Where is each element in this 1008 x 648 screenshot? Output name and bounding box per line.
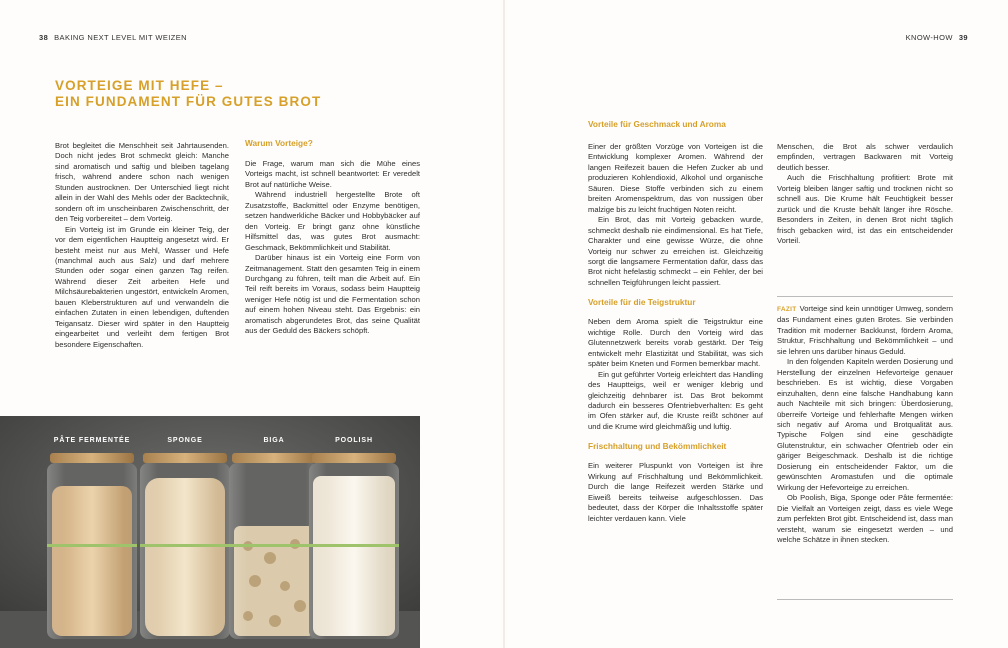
paragraph: Darüber hinaus ist ein Vorteig eine Form von Zeitmanagement. Statt den gesamten Teig in einem Durchgang zu führen, teilt man die Arbeit auf. Ein Teil reift bereits im Voraus, sodass beim Hauptteig weniger Hefe nötig ist und die Fermentation schon auf einem hohen Niveau steht. Das Ergebnis: ein aromatisch abgerundetes Brot, das seine Qualität aus der Geduld des Bäckers schöpft.	[245, 253, 420, 336]
left-column-1	[55, 141, 229, 350]
paragraph: Ein Brot, das mit Vorteig gebacken wurde, schmeckt deshalb nie eindimensional. Es hat Tiefe, Charakter und eine gewisse Würze, die ohne Vorteig nur schwer zu erreichen ist. Gleichzeitig sorgt die langsamere Fermentation dafür, dass das Brot nicht hefelastig schmeckt – ein Fehler, der bei schnellen Teigführungen leicht passiert.	[588, 215, 763, 287]
paragraph: Ob Poolish, Biga, Sponge oder Pâte fermentée: Die Vielfalt an Vorteigen zeigt, dass es viele Wege zum perfekten Brot gibt. Entscheidend ist, dass man versteht, warum sie eingesetzt werden – und welche Schätze in ihnen stecken.	[777, 493, 953, 544]
fazit-rule-bottom	[777, 599, 953, 600]
section-heading: Vorteile für Geschmack und Aroma	[588, 119, 726, 129]
jar-pate-fermentee	[47, 453, 137, 639]
paragraph: Brot begleitet die Menschheit seit Jahrtausenden. Doch nicht jedes Brot schmeckt gleich: Manche sind aromatisch und saftig und bleiben tagelang frisch, während andere schon nach wenigen Stunden austrocknen. Der Unterschied liegt nicht allein in der Wahl des Mehls oder der Backtechnik, sondern oft im unscheinbaren Zwischenschritt, der den Teig vorbereitet – dem Vorteig.	[55, 141, 229, 224]
jar-label-pate-fermentee: PÂTE FERMENTÉE	[53, 437, 131, 444]
paragraph: Ein Vorteig ist im Grunde ein kleiner Teig, der vor dem eigentlichen Hauptteig angesetzt wird. Er besteht meist nur aus Mehl, Wasser und Hefe (manchmal auch aus Salz) und darf mehrere Stunden oder sogar einen ganzen Tag reifen. Während dieser Zeit arbeiten Hefe und Milchsäurebakterien ungestört, entwickeln Aromen, bauen Kleberstrukturen auf und verwandeln die einfachen Zutaten in einen lebendigen, duftenden Teigansatz. Dieser wird später in den Hauptteig eingearbeitet und verleiht dem fertigen Brot besondere Eigenschaften.	[55, 224, 229, 349]
section-heading: Frischhaltung und Bekömmlichkeit	[588, 441, 727, 452]
paragraph: Während industriell hergestellte Brote oft Zusatzstoffe, Backmittel oder Enzyme benötigen, setzen handwerkliche Bäcker und Hobbybäcker auf den Vorteig. Er bringt ganz ohne künstliche Hilfsmittel das, was gutes Brot ausmacht: Geschmack, Bekömmlichkeit und Stabilität.	[245, 190, 420, 252]
paragraph: Die Frage, warum man sich die Mühe eines Vorteigs macht, ist schnell beantwortet: Er veredelt Brot auf natürliche Weise.	[245, 159, 420, 189]
left-page-number: 38	[39, 33, 49, 42]
fazit-rule-top	[777, 296, 953, 297]
left-page	[0, 0, 503, 648]
left-column-2	[245, 137, 420, 337]
jar-biga	[229, 453, 319, 639]
paragraph: Auch die Frischhaltung profitiert: Brote mit Vorteig bleiben länger saftig und trocknen nicht so schnell aus. Die Krume hält Feuchtigkeit besser zurück und die Kruste behält länger ihre Rösche. Besonders in Zeiten, in denen Brot nicht täglich frisch gebacken wird, ist das ein entscheidender Vorteil.	[777, 173, 953, 246]
paragraph: In den folgenden Kapiteln werden Dosierung und Herstellung der einzelnen Hefevorteige genauer beschrieben. Es ist wichtig, diese Vorgaben einzuhalten, denn eine falsche Handhabung kann auch Nachteile mit sich bringen: Überdosierung, überreife Vorteige und fehlerhafte Mengen wirken sich negativ auf Aroma und Brotqualität aus. Typische Folgen sind eine geschädigte Glutenstruktur, ein schwacher Ofentrieb oder ein gäriger Beigeschmack. Deshalb ist die richtige Dosierung ein entscheidender Faktor, um die gewünschten Aromastufen und die optimale Wirkung der Hefevorteige zu erreichen.	[777, 357, 953, 492]
right-column-2-top	[777, 142, 953, 247]
right-running-head	[906, 33, 968, 42]
chapter-title-line1: VORTEIGE MIT HEFE –	[55, 78, 224, 93]
section-heading: Vorteile für die Teigstruktur	[588, 297, 696, 308]
vorteig-jars-photo	[0, 416, 420, 648]
right-column-1	[588, 118, 763, 524]
left-running-head	[39, 33, 187, 42]
chapter-title-line2: EIN FUNDAMENT FÜR GUTES BROT	[55, 94, 322, 109]
chapter-title	[55, 78, 321, 110]
jar-label-poolish: POOLISH	[335, 437, 373, 444]
jar-poolish	[309, 453, 399, 639]
paragraph: Ein gut geführter Vorteig erleichtert das Handling des Hauptteigs, weil er weniger klebrig und gleichzeitig dehnbarer ist. Das Brot bekommt dadurch ein besseres Ofentriebverhalten: Es geht im Ofen stärker auf, die Kruste reißt schöner auf und die Krume wird gleichmäßig und luftig.	[588, 369, 763, 431]
fazit-box	[777, 304, 953, 545]
jar-label-biga: BIGA	[263, 437, 285, 444]
right-page-number: 39	[958, 33, 968, 42]
left-running-title: BAKING NEXT LEVEL MIT WEIZEN	[54, 33, 187, 42]
section-heading: Warum Vorteige?	[245, 138, 313, 148]
jar-label-sponge: SPONGE	[167, 437, 203, 444]
fazit-text: Vorteige sind kein unnötiger Umweg, sondern das Fundament eines guten Brotes. Sie verbinden Tradition mit moderner Backkunst, fördern Aroma, Struktur, Frischhaltung und Bekömmlichkeit – und sie lehren uns darüber hinaus Geduld.	[777, 304, 953, 356]
right-page	[505, 0, 1008, 648]
fazit-label: FAZIT	[777, 306, 797, 313]
paragraph: Neben dem Aroma spielt die Teigstruktur eine wichtige Rolle. Durch den Vorteig wird das Glutennetzwerk bereits vorab gestärkt. Der Teig entwickelt mehr Elastizität und Stabilität, was sich später beim Kneten und Formen bemerkbar macht.	[588, 317, 763, 369]
paragraph: Ein weiterer Pluspunkt von Vorteigen ist ihre Wirkung auf Frischhaltung und Bekömmlichkeit. Durch die lange Reifezeit werden Stärke und Eiweiß bereits teilweise aufgeschlossen. Das bedeutet, dass der Körper die Inhaltsstoffe später leichter verdauen kann. Viele	[588, 461, 763, 523]
paragraph: Einer der größten Vorzüge von Vorteigen ist die Entwicklung komplexer Aromen. Während der langen Reifezeit bauen die Hefen Zucker ab und produzieren Kohlendioxid, Alkohol und organische Säuren. Diese Stoffe verbinden sich zu einem breiten Aromenspektrum, das von nussigen über malzige bis zu leicht fruchtigen Noten reicht.	[588, 142, 763, 214]
jar-sponge	[140, 453, 230, 639]
right-running-title: KNOW-HOW	[905, 33, 953, 42]
paragraph: Menschen, die Brot als schwer verdaulich empfinden, vertragen Backwaren mit Vorteig deutlich besser.	[777, 142, 953, 172]
